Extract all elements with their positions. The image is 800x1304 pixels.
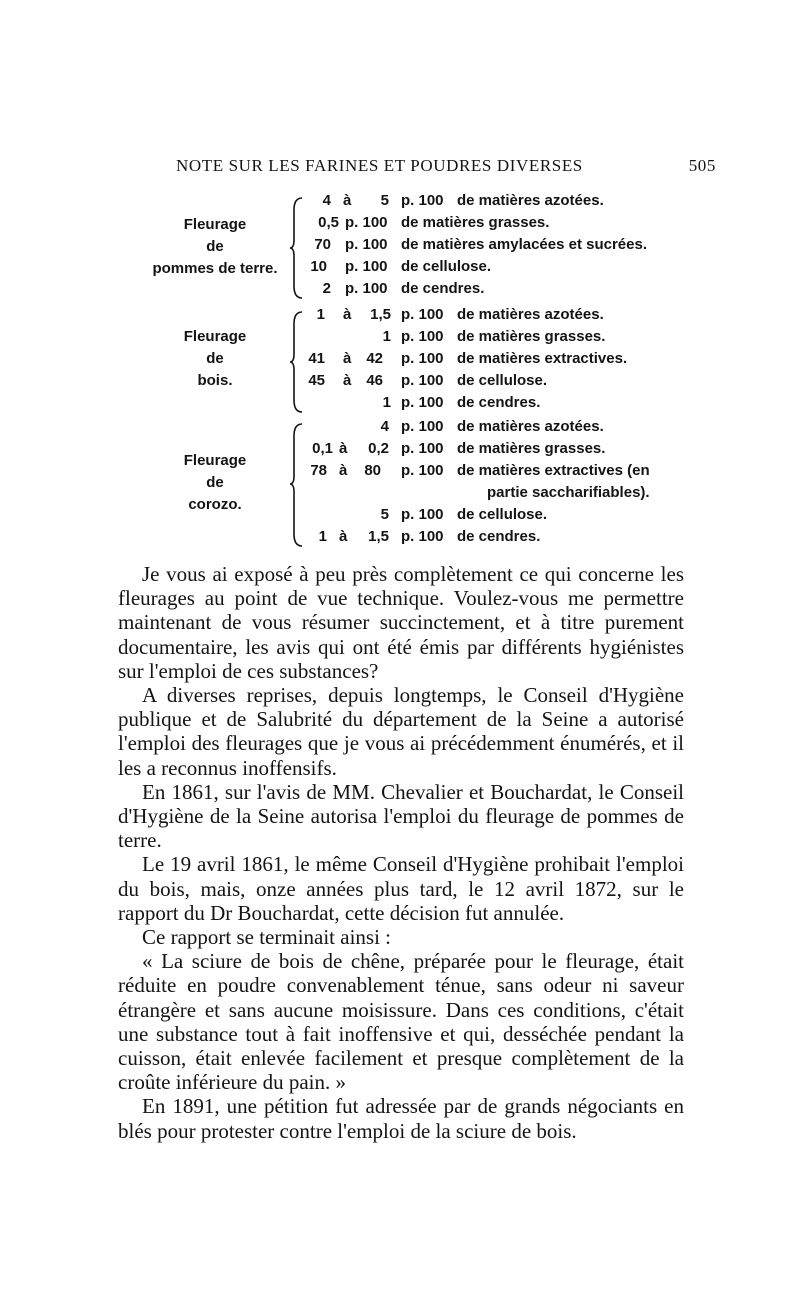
- value-min: 78: [310, 462, 327, 479]
- unit: p. 100: [401, 350, 444, 367]
- brace: [290, 310, 306, 414]
- unit: p. 100: [401, 328, 444, 345]
- unit: p. 100: [401, 192, 444, 209]
- unit: p. 100: [401, 462, 444, 479]
- value-min: 41: [308, 350, 325, 367]
- paragraph: En 1861, sur l'avis de MM. Chevalier et Bouchardat, le Conseil d'Hygiène de la Seine autorisa l'emploi du fleurage de pommes de terre.: [118, 779, 684, 853]
- table-group-pommes-de-terre: [140, 190, 700, 302]
- value-min: 1: [316, 306, 325, 323]
- group-label: [140, 214, 290, 280]
- label-line: bois.: [197, 372, 233, 389]
- brace: [290, 422, 306, 548]
- label-line: Fleurage: [183, 328, 247, 345]
- unit: p. 100: [401, 418, 444, 435]
- description: de matières azotées.: [457, 306, 604, 323]
- description: de cellulose.: [457, 506, 548, 523]
- page-number: 505: [688, 156, 716, 175]
- unit: p. 100: [345, 280, 388, 297]
- value: 1: [382, 328, 391, 345]
- table-group-corozo: [140, 416, 700, 550]
- running-header: [176, 156, 716, 182]
- label-line: Fleurage: [183, 216, 247, 233]
- value: 1: [382, 394, 391, 411]
- range-sep: à: [339, 528, 348, 545]
- value: 42: [366, 350, 383, 367]
- range-sep: à: [343, 372, 352, 389]
- value: 70: [314, 236, 331, 253]
- label-line: de: [206, 238, 224, 255]
- value: 46: [366, 372, 383, 389]
- description: partie saccharifiables).: [487, 484, 650, 501]
- value-min: 4: [322, 192, 331, 209]
- range-sep: à: [343, 306, 352, 323]
- brace: [290, 196, 306, 300]
- range-sep: à: [343, 350, 352, 367]
- description: de matières grasses.: [401, 214, 550, 231]
- value: 5: [380, 192, 389, 209]
- label-line: de: [206, 474, 224, 491]
- description: de matières azotées.: [457, 418, 604, 435]
- unit: p. 100: [401, 306, 444, 323]
- unit: p. 100: [401, 440, 444, 457]
- value: 80: [364, 462, 381, 479]
- paragraph: Ce rapport se terminait ainsi :: [142, 925, 392, 950]
- unit: p. 100: [401, 372, 444, 389]
- value-min: 1: [318, 528, 327, 545]
- value: 5: [380, 506, 389, 523]
- unit: p. 100: [401, 394, 444, 411]
- label-line: de: [206, 350, 224, 367]
- paragraph: Je vous ai exposé à peu près complètement ce qui concerne les fleurages au point de vue technique. Voulez-vous me permettre maintenant de vous résumer succinctement, et à titre purement documentaire, les avis qui ont été émis par différents hygiénistes sur l'emploi de ces substances?: [118, 562, 684, 683]
- unit: p. 100: [345, 236, 388, 253]
- description: de cendres.: [457, 528, 541, 545]
- group-label: [140, 326, 290, 392]
- description: de cellulose.: [401, 258, 492, 275]
- paragraph: Le 19 avril 1861, le même Conseil d'Hygiène prohibait l'emploi du bois, mais, onze années plus tard, le 12 avril 1872, sur le rapport du Dr Bouchardat, cette décision fut annulée.: [118, 852, 684, 925]
- description: de matières extractives (en: [457, 462, 650, 479]
- label-line: corozo.: [188, 496, 242, 513]
- label-line: pommes de terre.: [152, 260, 278, 277]
- value-min: 45: [308, 372, 325, 389]
- description: de matières extractives.: [457, 350, 628, 367]
- value: 4: [380, 418, 389, 435]
- value-min: 0,1: [312, 440, 333, 457]
- value: 0,2: [368, 440, 389, 457]
- value: 2: [322, 280, 331, 297]
- table-group-bois: [140, 304, 700, 416]
- value: 10: [310, 258, 327, 275]
- paragraph: A diverses reprises, depuis longtemps, le Conseil d'Hygiène publique et de Salubrité du département de la Seine a autorisé l'emploi des fleurages que je vous ai précédemment énumérés, et il les a reconnus inoffensifs.: [118, 683, 684, 780]
- value: 0,5: [318, 214, 339, 231]
- description: de matières azotées.: [457, 192, 604, 209]
- paragraph: « La sciure de bois de chêne, préparée pour le fleurage, était réduite en poudre convenablement ténue, sans odeur ni saveur étrangère et sans aucune moisissure. Dans ces conditions, c'était une substance tout à fait inoffensive et qui, desséchée pendant la cuisson, était enlevée facilement et presque complètement de la croûte inférieure du pain. »: [118, 949, 684, 1095]
- range-sep: à: [339, 440, 348, 457]
- unit: p. 100: [345, 214, 388, 231]
- description: de cendres.: [401, 280, 485, 297]
- value: 1,5: [370, 306, 391, 323]
- body-text: [118, 562, 684, 1143]
- unit: p. 100: [401, 506, 444, 523]
- description: de cendres.: [457, 394, 541, 411]
- unit: p. 100: [401, 528, 444, 545]
- group-label: [140, 450, 290, 516]
- unit: p. 100: [345, 258, 388, 275]
- range-sep: à: [339, 462, 348, 479]
- paragraph: En 1891, une pétition fut adressée par de grands négociants en blés pour protester contre l'emploi de la sciure de bois.: [118, 1094, 684, 1143]
- description: de cellulose.: [457, 372, 548, 389]
- description: de matières amylacées et sucrées.: [401, 236, 647, 253]
- description: de matières grasses.: [457, 440, 606, 457]
- label-line: Fleurage: [183, 452, 247, 469]
- description: de matières grasses.: [457, 328, 606, 345]
- running-title: NOTE SUR LES FARINES ET POUDRES DIVERSES: [176, 156, 583, 175]
- range-sep: à: [343, 192, 352, 209]
- value: 1,5: [368, 528, 389, 545]
